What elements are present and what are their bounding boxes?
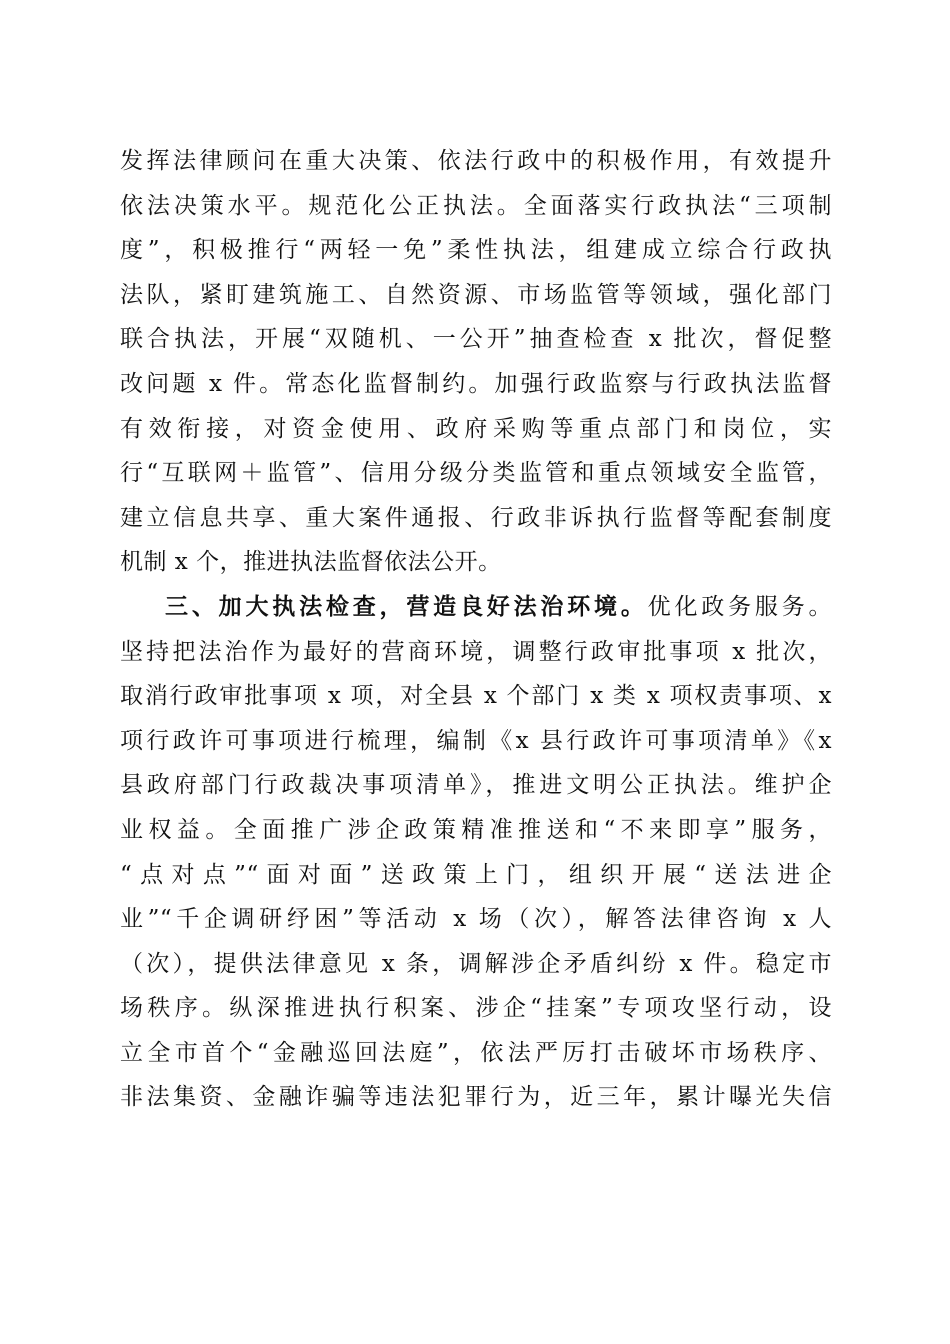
paragraph-line: 场秩序。纵深推进执行积案、涉企“挂案”专项攻坚行动，设 bbox=[120, 995, 832, 1022]
paragraph-line: 法队，紧盯建筑施工、自然资源、市场监管等领域，强化部门 bbox=[120, 281, 832, 308]
paragraph-line: 业权益。全面推广涉企政策精准推送和“不来即享”服务， bbox=[120, 816, 832, 843]
paragraph-line: 项行政许可事项进行梳理，编制《x 县行政许可事项清单》《x bbox=[120, 727, 832, 754]
body-text bbox=[120, 139, 832, 1120]
paragraph-line: 依法决策水平。规范化公正执法。全面落实行政执法“三项制 bbox=[120, 192, 832, 219]
paragraph-line: 建立信息共享、重大案件通报、行政非诉执行监督等配套制度 bbox=[120, 504, 832, 531]
section-heading: 三、加大执法检查，营造良好法治环境。 bbox=[165, 593, 648, 620]
paragraph-line: “点对点”“面对面”送政策上门，组织开展“送法进企 bbox=[120, 861, 832, 888]
section-heading-line bbox=[120, 585, 832, 630]
paragraph-line: 机制 x 个，推进执法监督依法公开。 bbox=[120, 549, 502, 576]
paragraph-line: 坚持把法治作为最好的营商环境，调整行政审批事项 x 批次， bbox=[120, 638, 832, 665]
paragraph-line: 发挥法律顾问在重大决策、依法行政中的积极作用，有效提升 bbox=[120, 148, 832, 174]
paragraph-line: 取消行政审批事项 x 项，对全县 x 个部门 x 类 x 项权责事项、x bbox=[120, 683, 832, 710]
paragraph-line: 有效衔接，对资金使用、政府采购等重点部门和岗位，实 bbox=[120, 415, 832, 442]
paragraph-line: （次），提供法律意见 x 条，调解涉企矛盾纠纷 x 件。稳定市 bbox=[120, 950, 832, 977]
paragraph-line: 业”“千企调研纾困”等活动 x 场（次），解答法律咨询 x 人 bbox=[120, 906, 832, 933]
paragraph-line: 度”，积极推行“两轻一免”柔性执法，组建成立综合行政执 bbox=[120, 237, 832, 264]
paragraph-line: 立全市首个“金融巡回法庭”，依法严厉打击破坏市场秩序、 bbox=[120, 1039, 832, 1066]
paragraph-line: 联合执法，开展“双随机、一公开”抽查检查 x 批次，督促整 bbox=[120, 326, 832, 353]
paragraph-line: 改问题 x 件。常态化监督制约。加强行政监察与行政执法监督 bbox=[120, 370, 832, 397]
paragraph-line: 行“互联网＋监管”、信用分级分类监管和重点领域安全监管， bbox=[120, 460, 832, 487]
paragraph-line: 非法集资、金融诈骗等违法犯罪行为，近三年，累计曝光失信 bbox=[120, 1084, 832, 1111]
section-heading-rest: 优化政务服务。 bbox=[647, 593, 832, 620]
paragraph-line: 县政府部门行政裁决事项清单》，推进文明公正执法。维护企 bbox=[120, 772, 832, 799]
